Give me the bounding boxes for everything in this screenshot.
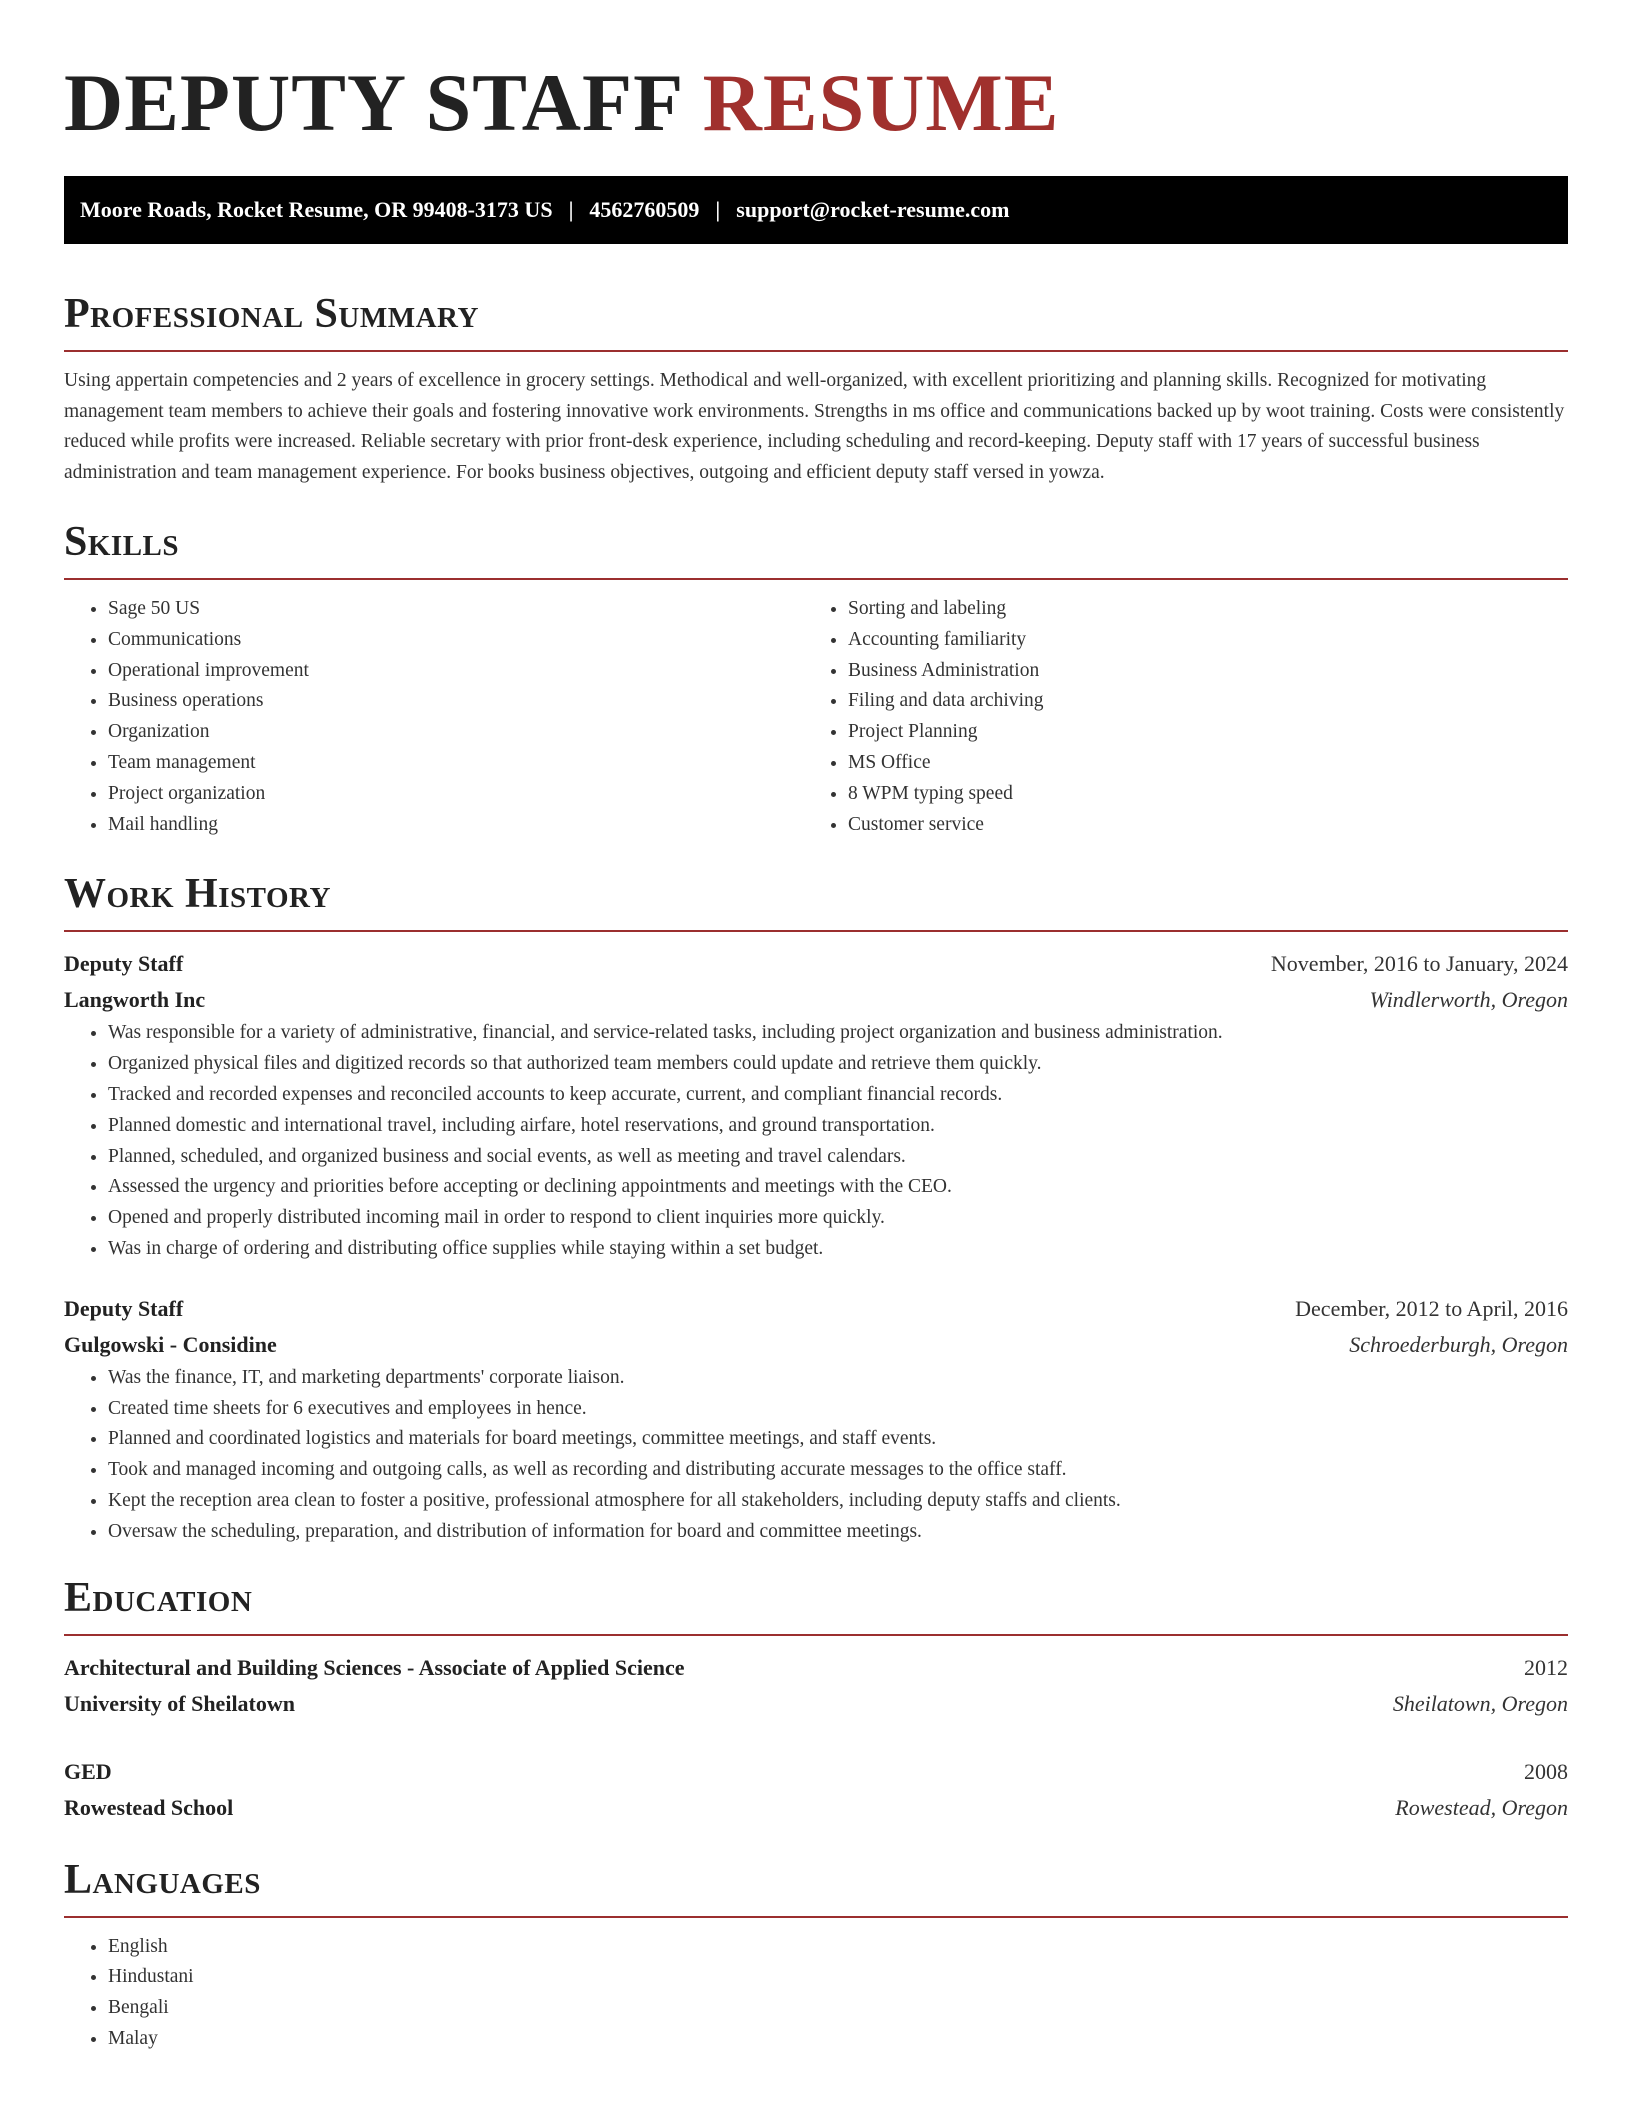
skills-list-right: [804, 594, 1544, 840]
education-year: 2008: [1524, 1758, 1568, 1784]
section-divider: [64, 1916, 1568, 1918]
job-duty: • Was the finance, IT, and marketing departments' corporate liaison.: [108, 1363, 1568, 1394]
job-duty: • Organized physical files and digitized records so that authorized team members could update and retrieve them quickly.: [108, 1049, 1568, 1080]
job-title: Deputy Staff: [64, 1295, 184, 1321]
skills-heading: Skills: [64, 519, 180, 565]
job-duty: • Kept the reception area clean to foster a positive, professional atmosphere for all stakeholders, including deputy staffs and clients.: [108, 1486, 1568, 1517]
section-divider: [64, 578, 1568, 580]
job-location: Windlerworth, Oregon: [1369, 987, 1568, 1013]
contact-separator: |: [715, 197, 721, 222]
skills-grid: [64, 594, 1568, 840]
title-main: DEPUTY STAFF: [64, 57, 682, 148]
job-company-row: [64, 982, 1568, 1018]
education-heading: Education: [64, 1574, 253, 1621]
language-item: • Bengali: [108, 1993, 1568, 2024]
job-company: Gulgowski - Considine: [64, 1331, 277, 1357]
job-duty: • Planned and coordinated logistics and materials for board meetings, committee meetings, and staff events.: [108, 1424, 1568, 1455]
skill-item: • Mail handling: [108, 810, 804, 841]
skill-item: • Accounting familiarity: [848, 625, 1544, 656]
skill-item: • Project organization: [108, 779, 804, 810]
resume-title: [64, 58, 1568, 148]
skills-column-right: [804, 594, 1544, 840]
job-duty: • Planned, scheduled, and organized business and social events, as well as meeting and travel calendars.: [108, 1142, 1568, 1173]
skills-list-left: [64, 594, 804, 840]
skill-item: • Organization: [108, 717, 804, 748]
education-entry: [64, 1754, 1568, 1826]
education-location: Sheilatown, Oregon: [1392, 1690, 1568, 1716]
job-duty: • Oversaw the scheduling, preparation, and distribution of information for board and committee meetings.: [108, 1517, 1568, 1548]
work-section: [64, 868, 1568, 1547]
education-degree: GED: [64, 1758, 112, 1784]
skills-column-left: [64, 594, 804, 840]
education-school-row: [64, 1686, 1568, 1722]
language-item: • English: [108, 1932, 1568, 1963]
job-dates: November, 2016 to January, 2024: [1270, 951, 1568, 977]
skill-item: • Business operations: [108, 686, 804, 717]
languages-heading: Languages: [64, 1856, 261, 1903]
education-year: 2012: [1524, 1654, 1568, 1680]
summary-section: [64, 288, 1568, 488]
skill-item: • Operational improvement: [108, 656, 804, 687]
language-item: • Malay: [108, 2024, 1568, 2055]
job-location: Schroederburgh, Oregon: [1349, 1331, 1568, 1357]
education-degree-row: [64, 1754, 1568, 1790]
job-company: Langworth Inc: [64, 987, 206, 1013]
title-accent: RESUME: [702, 57, 1060, 148]
section-divider: [64, 930, 1568, 932]
summary-heading: Professional Summary: [64, 291, 479, 337]
summary-text: Using appertain competencies and 2 years of excellence in grocery settings. Methodical and well-organized, with excellent prioritizing and planning skills. Recognized for motivating management team members to achieve their goals and fostering innovative work environments. Strengths in ms office and communications backed up by woot training. Costs were consistently reduced while profits were increased. Reliable secretary with prior front-desk experience, including scheduling and record-keeping. Deputy staff with 17 years of successful business administration and team management experience. For books business objectives, outgoing and efficient deputy staff versed in yowza.: [64, 370, 1565, 483]
education-section: [64, 1572, 1568, 1826]
contact-phone: 4562760509: [589, 197, 700, 222]
education-degree-row: [64, 1650, 1568, 1686]
job-duty: • Was responsible for a variety of administrative, financial, and service-related tasks, including project organization and business administration.: [108, 1018, 1568, 1049]
skill-item: • Project Planning: [848, 717, 1544, 748]
job-duty: • Assessed the urgency and priorities before accepting or declining appointments and meetings with the CEO.: [108, 1172, 1568, 1203]
job-duty: • Created time sheets for 6 executives and employees in hence.: [108, 1394, 1568, 1425]
skill-item: • Filing and data archiving: [848, 686, 1544, 717]
job-duty: • Tracked and recorded expenses and reconciled accounts to keep accurate, current, and compliant financial records.: [108, 1080, 1568, 1111]
education-school: University of Sheilatown: [64, 1690, 295, 1716]
job-duty: • Opened and properly distributed incoming mail in order to respond to client inquiries more quickly.: [108, 1203, 1568, 1234]
job-header-row: [64, 946, 1568, 982]
language-item: • Hindustani: [108, 1962, 1568, 1993]
skill-item: • Team management: [108, 748, 804, 779]
work-heading: Work History: [64, 871, 331, 918]
section-divider: [64, 1634, 1568, 1636]
skill-item: • 8 WPM typing speed: [848, 779, 1544, 810]
skill-item: • Communications: [108, 625, 804, 656]
job-dates: December, 2012 to April, 2016: [1295, 1295, 1568, 1321]
resume-page: [64, 0, 1568, 2055]
languages-list: [64, 1932, 1568, 2055]
job-header-row: [64, 1291, 1568, 1327]
education-school: Rowestead School: [64, 1794, 234, 1820]
skills-section: [64, 516, 1568, 840]
education-degree: Architectural and Building Sciences - Associate of Applied Science: [64, 1654, 685, 1680]
job-entry: [64, 1291, 1568, 1548]
job-entry: [64, 946, 1568, 1264]
contact-separator: |: [568, 197, 574, 222]
contact-bar: [64, 176, 1568, 244]
education-school-row: [64, 1790, 1568, 1826]
skill-item: • Sage 50 US: [108, 594, 804, 625]
education-entry: [64, 1650, 1568, 1722]
job-duty: • Planned domestic and international travel, including airfare, hotel reservations, and ground transportation.: [108, 1111, 1568, 1142]
job-duties: [64, 1363, 1568, 1548]
skill-item: • Customer service: [848, 810, 1544, 841]
job-company-row: [64, 1327, 1568, 1363]
job-duties: [64, 1018, 1568, 1264]
skill-item: • MS Office: [848, 748, 1544, 779]
job-title: Deputy Staff: [64, 951, 184, 977]
skill-item: • Sorting and labeling: [848, 594, 1544, 625]
languages-section: [64, 1854, 1568, 2055]
education-location: Rowestead, Oregon: [1395, 1794, 1568, 1820]
contact-email: support@rocket-resume.com: [736, 197, 1010, 222]
section-divider: [64, 350, 1568, 352]
skill-item: • Business Administration: [848, 656, 1544, 687]
job-duty: • Took and managed incoming and outgoing calls, as well as recording and distributing accurate messages to the office staff.: [108, 1455, 1568, 1486]
contact-address: Moore Roads, Rocket Resume, OR 99408-3173 US: [80, 197, 553, 222]
job-duty: • Was in charge of ordering and distributing office supplies while staying within a set budget.: [108, 1234, 1568, 1265]
